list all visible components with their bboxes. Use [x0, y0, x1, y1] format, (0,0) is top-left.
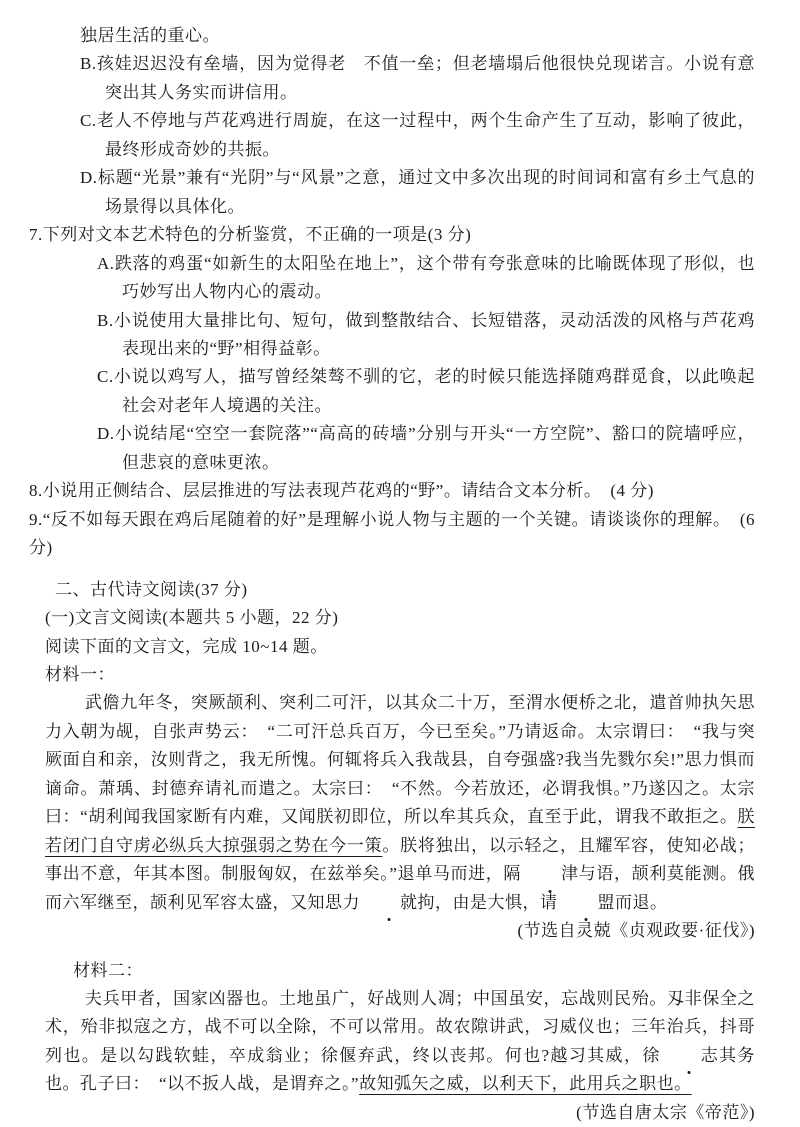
material-2-label: 材料二： — [73, 960, 143, 980]
emphasized-character: 津 — [521, 860, 579, 888]
reading-instruction: 阅读下面的文言文，完成 10~14 题。 — [45, 636, 328, 656]
q6-option-b: B.孩娃迟迟没有垒墙，因为觉得老 不值一垒；但老墙塌后他很快兑现诺言。小说有意突出其人务实而讲信用。 — [80, 54, 755, 102]
section-2-subtitle: (一)文言文阅读(本题共 5 小题，22 分) — [45, 608, 339, 628]
q7-option-c: C.小说以鸡写人，描写曾经桀骜不驯的它，老的时候只能选择随鸡群觅食，以此唤起社会对老年人境遇的关注。 — [97, 367, 755, 415]
text-segment: 其务也。孔子曰： “以不扳人战，是谓弃之。” — [45, 1045, 756, 1094]
text-segment: 而退。 — [615, 892, 668, 912]
q6-option-c: C.老人不停地与芦花鸡进行周旋，在这一过程中，两个生命产生了互动，影响了彼此，最终形成奇妙的共振。 — [80, 111, 755, 159]
question-8: 8.小说用正侧结合、层层推进的写法表现芦花鸡的“野”。请结合文本分析。 (4 分) — [29, 481, 654, 501]
q7-option-a: A.跌落的鸡蛋“如新生的太阳坠在地上”，这个带有夸张意味的比喻既体现了形似，也巧妙写出人物内心的震动。 — [97, 253, 755, 302]
material-1-source: (节选自灵兢《贞观政要·征伐》) — [517, 921, 755, 941]
question-7-stem: 7.下列对文本艺术特色的分析鉴赏，不正确的一项是(3 分) — [29, 225, 472, 245]
material-1-label: 材料一： — [45, 664, 115, 684]
q7-option-b: B.小说使用大量排比句、短句，做到整散结合、长短错落，灵动活泼的风格与芦花鸡表现出来的“野”相得益彰。 — [97, 310, 755, 358]
material-1-paragraph — [45, 689, 755, 917]
q6-option-d: D.标题“光景”兼有“光阴”与“风景”之意，通过文中多次出现的时间词和富有乡土气息的场景得以具体化。 — [80, 168, 755, 216]
underlined-passage: 朕若闭门自守虏必纵兵大掠强弱之势在今一策 — [45, 807, 755, 855]
q7-option-d: D.小说结尾“空空一套院落”“高高的砖墙”分别与开头“一方空院”、豁口的院墙呼应，但悲哀的意味更浓。 — [97, 424, 755, 472]
emphasized-character: 就 — [360, 889, 418, 917]
emphasized-character: 志 — [661, 1042, 719, 1070]
emphasized-character: 盟 — [558, 889, 616, 917]
text-segment: 武儋九年冬，突厥颉利、突利二可汗，以其众二十万，至渭水便桥之北，遣首帅执矢思力入朝为觇，自张声势云： “二可汗总兵百万，今已至矣。”乃请返命。太宗谓曰： “我与突厥面自和亲，汝则背之，我无所愧。何辄将兵入我哉县，自夸强盛?我当先戮尔矣!”思力惧而谪命。萧瑀、封德弃请礼而遣之。太宗曰： “不然。今若放还，必谓我惧。”乃遂囚之。太宗曰：“胡利闻我国家断有内难，又闻朕初即位，所以牟其兵众，直至于此，谓我不敢拒之。 — [45, 693, 755, 827]
material-2-source: (节选自唐太宗《帝范》) — [576, 1102, 755, 1122]
text-segment: 夫兵甲者，国家凶器也。土地虽广，好战则人凋；中国虽安，忘战则民殆。刄非保全之术，殆非拟寇之方，战不可以全除，不可以常用。故农隙讲武，习威仪也；三年治兵，抖哥列也。是以勾践软蛙，卒成翁业；徐偃弃武，终以丧邦。何也?越习其威，徐 — [45, 988, 755, 1065]
section-2-title: 二、古代诗文阅读(37 分) — [55, 579, 248, 599]
material-2-paragraph — [45, 985, 755, 1099]
text-segment: 拘，由是大惧，请 — [417, 892, 558, 912]
q6-option-a-continuation: 独居生活的重心。 — [80, 26, 220, 45]
text-segment: 与语，颉利莫能测。俄而六军继至，颉利见军容太盛，又知思力 — [45, 864, 755, 912]
text-segment: 。朕将独出，以示轻之，且耀军容，使知必战；事出不意，年其本图。制服匈奴，在兹举矣。”退单马而进，隔 — [45, 835, 756, 884]
question-9: 9.“反不如每天跟在鸡后尾随着的好”是理解小说人物与主题的一个关键。请谈谈你的理解。 (6 分) — [29, 509, 755, 558]
underlined-passage: 故知弧矢之威，以利天下，此用兵之职也。 — [359, 1074, 692, 1094]
